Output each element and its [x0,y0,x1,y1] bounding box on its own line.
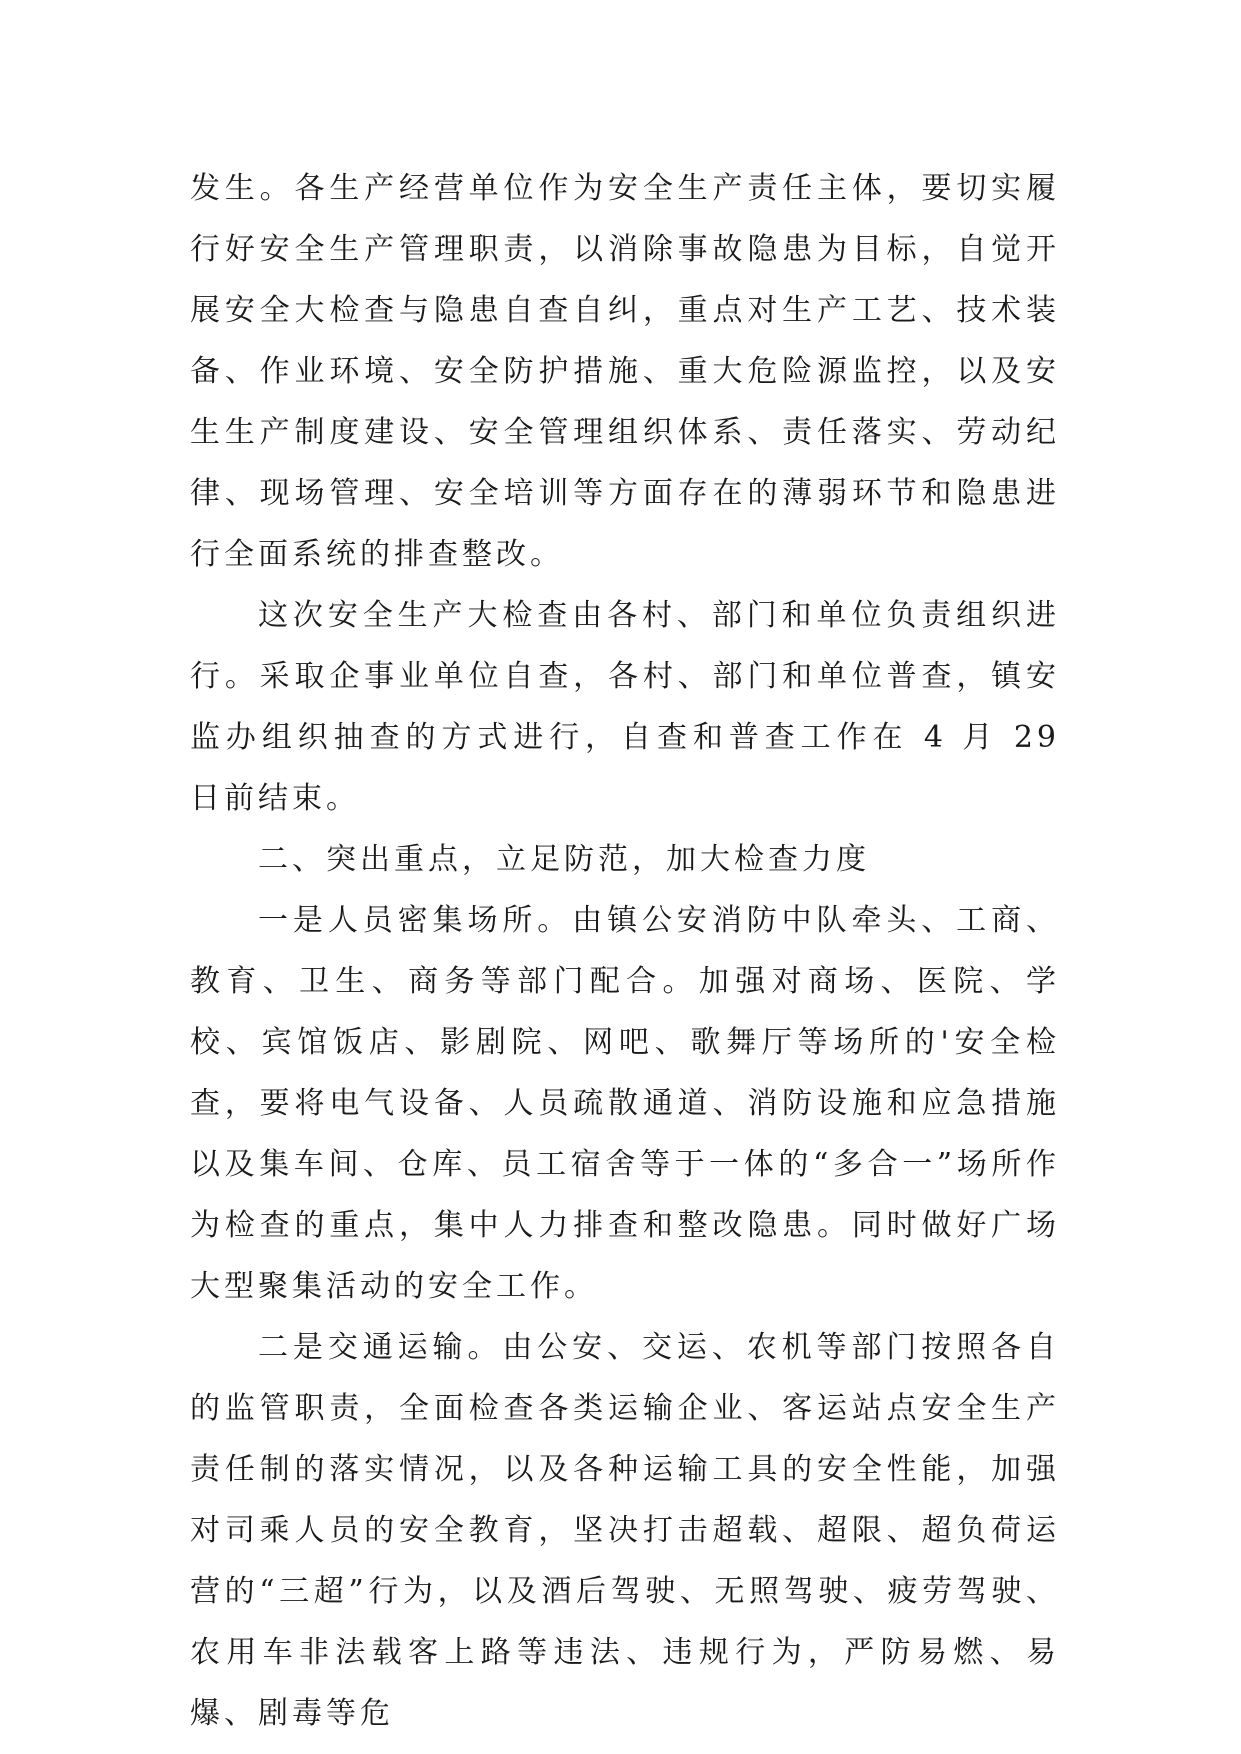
body-text [190,158,1060,1744]
section-heading: 二、突出重点，立足防范，加大检查力度 [258,842,870,877]
paragraph-2: 这次安全生产大检查由各村、部门和单位负责组织进行。采取企事业单位自查，各村、部门和单位普查，镇安监办组织抽查的方式进行，自查和普查工作在 4 月 29 日前结束。 [190,598,1060,816]
paragraph-3: 一是人员密集场所。由镇公安消防中队牵头、工商、教育、卫生、商务等部门配合。加强对商场、医院、学校、宾馆饭店、影剧院、网吧、歌舞厅等场所的'安全检查，要将电气设备、人员疏散通道、消防设施和应急措施以及集车间、仓库、员工宿舍等于一体的“多合一”场所作为检查的重点，集中人力排查和整改隐患。同时做好广场大型聚集活动的安全工作。 [190,903,1060,1304]
paragraph-1: 发生。各生产经营单位作为安全生产责任主体，要切实履行好安全生产管理职责，以消除事故隐患为目标，自觉开展安全大检查与隐患自查自纠，重点对生产工艺、技术装备、作业环境、安全防护措施、重大危险源监控，以及安生生产制度建设、安全管理组织体系、责任落实、劳动纪律、现场管理、安全培训等方面存在的薄弱环节和隐患进行全面系统的排查整改。 [190,171,1060,572]
paragraph-4: 二是交通运输。由公安、交运、农机等部门按照各自的监管职责，全面检查各类运输企业、客运站点安全生产责任制的落实情况，以及各种运输工具的安全性能，加强对司乘人员的安全教育，坚决打击超载、超限、超负荷运营的“三超”行为，以及酒后驾驶、无照驾驶、疲劳驾驶、农用车非法载客上路等违法、违规行为，严防易燃、易爆、剧毒等危 [190,1330,1060,1731]
